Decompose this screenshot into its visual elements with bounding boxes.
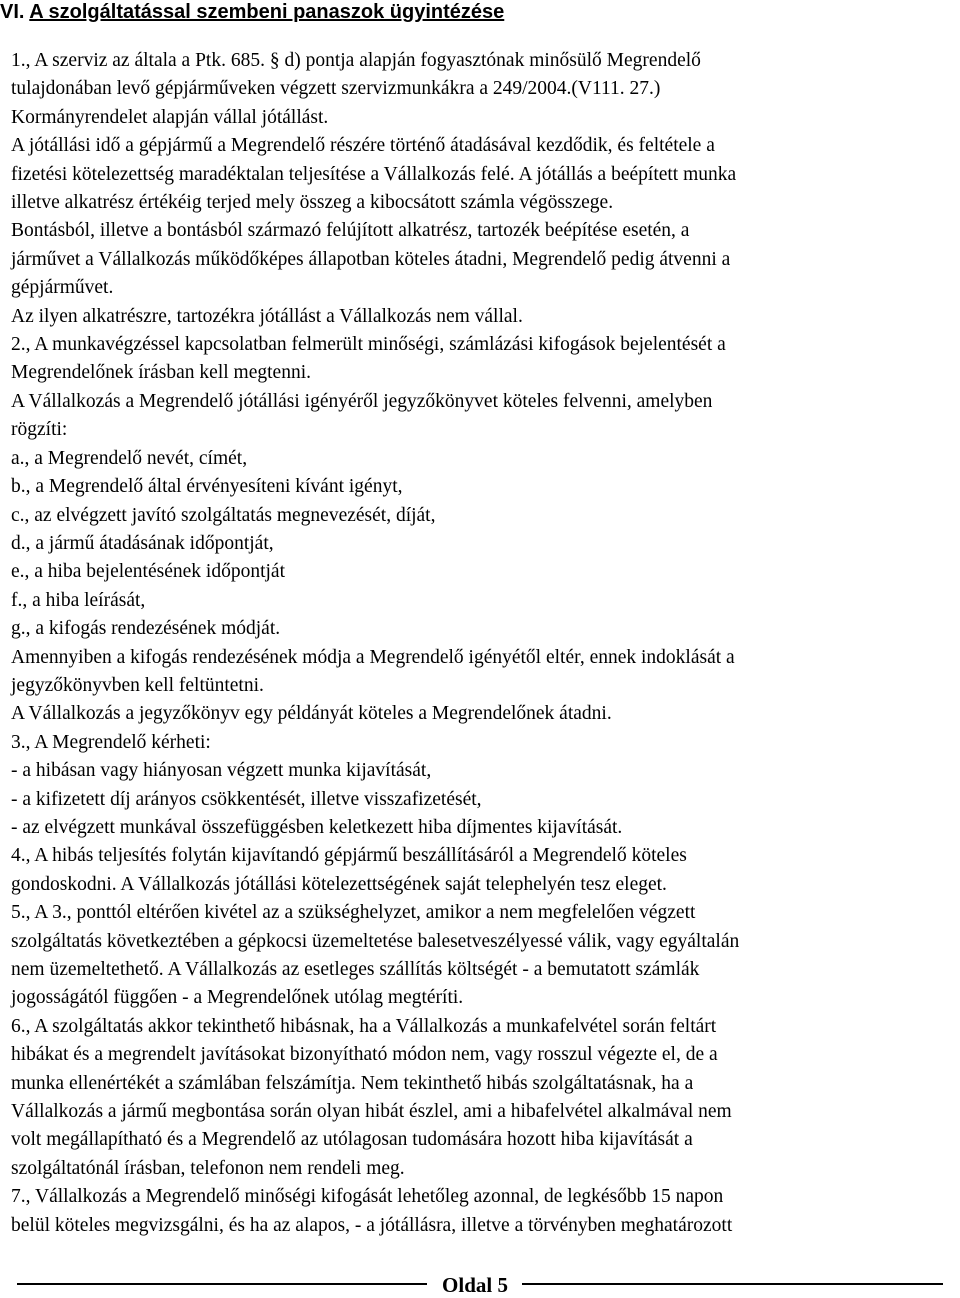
text-line: gépjárművet.	[11, 277, 114, 299]
text-line: f., a hiba leírását,	[11, 589, 146, 611]
section-title: A szolgáltatással szembeni panaszok ügyintézése	[29, 1, 505, 23]
text-line: e., a hiba bejelentésének időpontját	[11, 561, 285, 583]
section-heading	[0, 0, 504, 24]
text-line: - a hibásan vagy hiányosan végzett munka kijavítását,	[11, 760, 432, 782]
text-line: munka ellenértékét a számlában felszámítja. Nem tekinthető hibás szolgáltatásnak, ha a	[11, 1072, 694, 1094]
text-line: A Vállalkozás a Megrendelő jótállási igényéről jegyzőkönyvet köteles felvenni, amelyben	[11, 390, 713, 412]
text-line: volt megállapítható és a Megrendelő az utólagosan tudomására hozott hiba kijavítását a	[11, 1129, 693, 1151]
text-line: 7., Vállalkozás a Megrendelő minőségi kifogását lehetőleg azonnal, de legkésőbb 15 napon	[11, 1186, 724, 1208]
text-line: nem üzemeltethető. A Vállalkozás az esetleges szállítás költségét - a bemutatott számlák	[11, 959, 700, 980]
text-line: c., az elvégzett javító szolgáltatás megnevezését, díját,	[11, 504, 436, 526]
text-line: hibákat és a megrendelt javításokat bizonyítható módon nem, vagy rosszul végezte el, de a	[11, 1044, 718, 1066]
text-line: illetve alkatrész értékéig terjed mely összeg a kibocsátott számla végösszege.	[11, 192, 614, 214]
text-line: d., a jármű átadásának időpontját,	[11, 532, 274, 554]
text-line: jogosságától függően - a Megrendelőnek utólag megtéríti.	[11, 987, 464, 1009]
text-line: A Vállalkozás a jegyzőkönyv egy példányát köteles a Megrendelőnek átadni.	[11, 703, 612, 725]
text-line: - a kifizetett díj arányos csökkentését, illetve visszafizetését,	[11, 788, 482, 810]
body-text	[11, 47, 951, 1240]
text-line: 5., A 3., ponttól eltérően kivétel az a szükséghelyzet, amikor a nem megfelelően végzett	[11, 902, 696, 924]
text-line: Bontásból, illetve a bontásból származó felújított alkatrész, tartozék beépítése esetén, a	[11, 220, 690, 242]
text-line: jegyzőkönyvben kell feltüntetni.	[11, 674, 264, 696]
text-line: belül köteles megvizsgálni, és ha az alapos, - a jótállásra, illetve a törvényben meghatározott	[11, 1214, 733, 1236]
text-line: Kormányrendelet alapján vállal jótállást.	[11, 106, 329, 128]
text-line: fizetési kötelezettség maradéktalan teljesítése a Vállalkozás felé. A jótállás a beépített munka	[11, 163, 737, 185]
text-line: 1., A szerviz az általa a Ptk. 685. § d) pontja alapján fogyasztónak minősülő Megrendelő	[11, 50, 701, 71]
text-line: gondoskodni. A Vállalkozás jótállási kötelezettségének saját telephelyén tesz eleget.	[11, 873, 667, 895]
text-line: A jótállási idő a gépjármű a Megrendelő részére történő átadásával kezdődik, és feltétele a	[11, 135, 715, 157]
text-line: a., a Megrendelő nevét, címét,	[11, 447, 248, 469]
text-line: járművet a Vállalkozás működőképes állapotban köteles átadni, Megrendelő pedig átvenni a	[11, 248, 731, 270]
text-line: Megrendelőnek írásban kell megtenni.	[11, 362, 311, 384]
text-line: 6., A szolgáltatás akkor tekinthető hibásnak, ha a Vállalkozás a munkafelvétel során feltárt	[11, 1015, 717, 1037]
text-line: Az ilyen alkatrészre, tartozékra jótállást a Vállalkozás nem vállal.	[11, 305, 523, 327]
text-line: 2., A munkavégzéssel kapcsolatban felmerült minőségi, számlázási kifogások bejelentését a	[11, 334, 726, 356]
section-number: VI.	[0, 1, 25, 23]
text-line: 4., A hibás teljesítés folytán kijavítandó gépjármű beszállításáról a Megrendelő köteles	[11, 845, 687, 867]
text-line: Vállalkozás a jármű megbontása során olyan hibát észlel, ami a hibafelvétel alkalmával nem	[11, 1101, 732, 1123]
text-line: 3., A Megrendelő kérheti:	[11, 731, 211, 753]
text-line: - az elvégzett munkával összefüggésben keletkezett hiba díjmentes kijavítását.	[11, 816, 623, 838]
text-line: szolgáltatás következtében a gépkocsi üzemeltetése balesetveszélyessé válik, vagy egyáltalán	[11, 930, 740, 952]
text-line: g., a kifogás rendezésének módját.	[11, 618, 281, 640]
text-line: tulajdonában levő gépjárműveken végzett szervizmunkákra a 249/2004.(V111. 27.)	[11, 78, 661, 100]
text-line: Amennyiben a kifogás rendezésének módja a Megrendelő igényétől eltér, ennek indoklását a	[11, 646, 735, 668]
page-number: Oldal 5	[442, 1273, 508, 1297]
text-line: b., a Megrendelő által érvényesíteni kívánt igényt,	[11, 476, 403, 498]
footer-rule-left	[17, 1283, 427, 1285]
footer-rule-right	[522, 1283, 943, 1285]
text-line: szolgáltatónál írásban, telefonon nem rendeli meg.	[11, 1157, 405, 1179]
text-line: rögzíti:	[11, 419, 68, 441]
